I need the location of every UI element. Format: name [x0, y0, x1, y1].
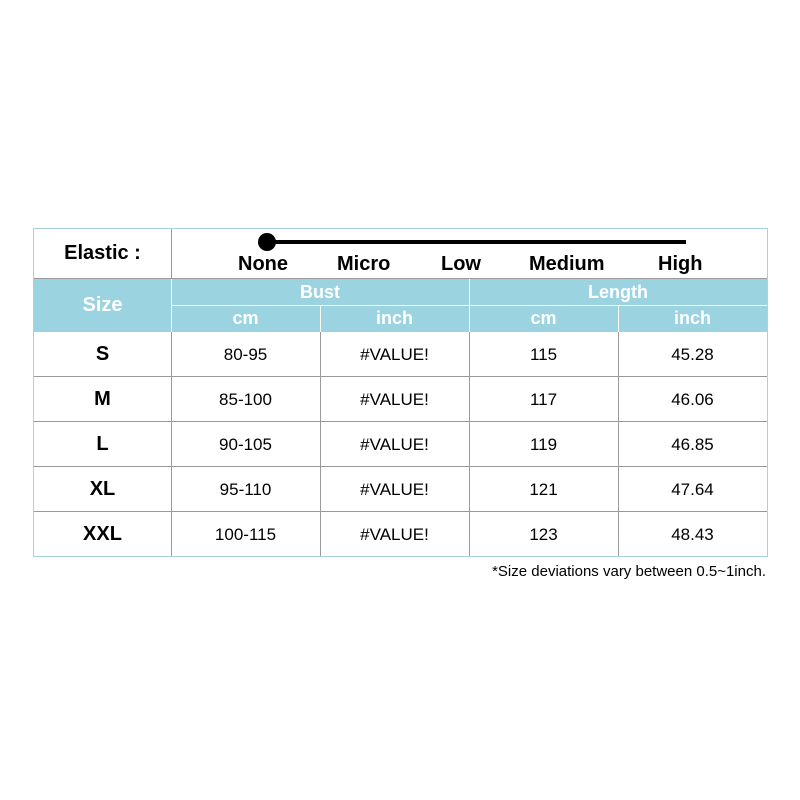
header-length: Length: [469, 279, 767, 305]
header-size: Size: [34, 279, 171, 332]
header-length-inch: inch: [618, 305, 767, 332]
size-cell: S: [95, 343, 110, 365]
grid-line: [469, 332, 470, 556]
size-cell: L: [96, 433, 109, 455]
length-cm-cell: 115: [529, 344, 558, 364]
elastic-label: Elastic :: [64, 242, 141, 264]
length-inch-cell: 46.85: [671, 434, 714, 454]
length-inch-cell: 45.28: [671, 344, 714, 364]
elastic-level-low: Low: [441, 253, 481, 275]
elastic-level-medium: Medium: [529, 253, 605, 275]
size-deviation-note: *Size deviations vary between 0.5~1inch.: [492, 563, 766, 580]
size-cell: XXL: [83, 523, 122, 545]
elastic-track: [266, 240, 686, 244]
grid-line: [320, 332, 321, 556]
length-inch-cell: 47.64: [671, 479, 714, 499]
header-bust-inch: inch: [320, 305, 469, 332]
grid-line: [171, 332, 172, 556]
length-cm-cell: 121: [529, 479, 558, 499]
size-chart-table: [33, 228, 768, 557]
bust-inch-cell: #VALUE!: [360, 344, 429, 364]
grid-line: [34, 466, 767, 467]
bust-cm-cell: 90-105: [219, 434, 272, 454]
length-inch-cell: 48.43: [671, 524, 714, 544]
header-length-cm: cm: [469, 305, 618, 332]
length-inch-cell: 46.06: [671, 389, 714, 409]
length-cm-cell: 119: [529, 434, 558, 454]
bust-cm-cell: 80-95: [223, 344, 268, 364]
size-cell: M: [94, 388, 111, 410]
elastic-level-high: High: [658, 253, 703, 275]
grid-line: [34, 376, 767, 377]
grid-line: [171, 229, 172, 279]
bust-cm-cell: 100-115: [214, 524, 277, 544]
bust-cm-cell: 85-100: [219, 389, 272, 409]
header-bust: Bust: [171, 279, 469, 305]
grid-line: [618, 332, 619, 556]
elastic-level-micro: Micro: [337, 253, 391, 275]
length-cm-cell: 123: [529, 524, 558, 544]
grid-line: [34, 421, 767, 422]
header-bust-cm: cm: [171, 305, 320, 332]
size-cell: XL: [89, 478, 116, 500]
elastic-indicator: [258, 233, 276, 251]
elastic-level-none: None: [238, 253, 288, 275]
bust-inch-cell: #VALUE!: [360, 524, 429, 544]
grid-line: [34, 511, 767, 512]
bust-cm-cell: 95-110: [219, 479, 272, 499]
bust-inch-cell: #VALUE!: [360, 434, 429, 454]
bust-inch-cell: #VALUE!: [360, 389, 429, 409]
length-cm-cell: 117: [529, 389, 558, 409]
bust-inch-cell: #VALUE!: [360, 479, 429, 499]
grid-line: [34, 278, 767, 279]
